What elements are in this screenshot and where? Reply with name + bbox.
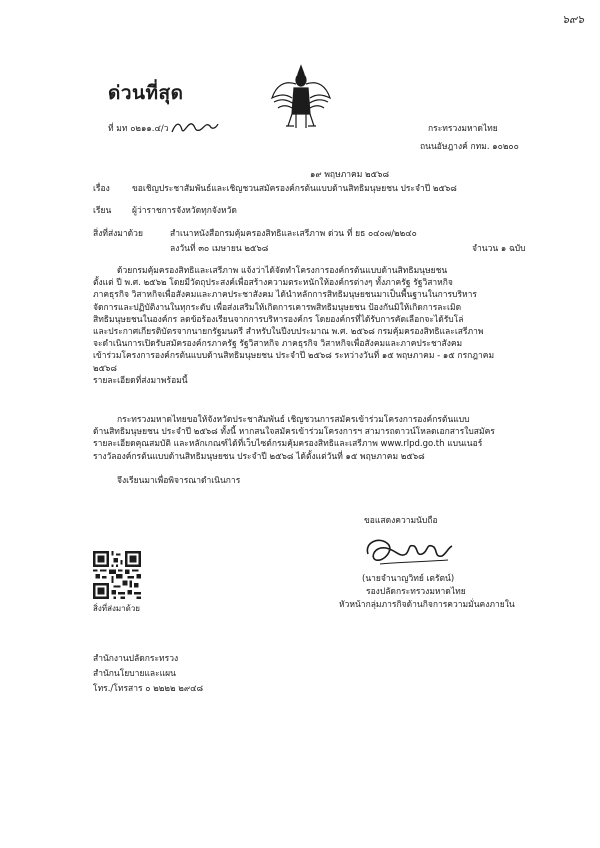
paragraph-line: ตั้งแต่ ปี พ.ศ. ๒๕๖๒ โดยมีวัตถุประสงค์เพื่อสร้างความตระหนักให้องค์กรต่างๆ ทั้งภาครัฐ รัฐวิสาหกิจ xyxy=(93,278,453,289)
subject-text: ขอเชิญประชาสัมพันธ์และเชิญชวนสมัครองค์กรต้นแบบด้านสิทธิมนุษยชน ประจำปี ๒๕๖๘ xyxy=(132,184,457,194)
enclosure-text: สำเนาหนังสือกรมคุ้มครองสิทธิและเสรีภาพ ด่วน ที่ ยธ ๐๔๐๗/๒๒๔๐ xyxy=(170,229,417,239)
paragraph-line: รายละเอียดที่ส่งมาพร้อมนี้ xyxy=(93,375,188,386)
garuda-emblem xyxy=(270,62,332,132)
paragraph-line: ภาคธุรกิจ วิสาหกิจเพื่อสังคมและภาคประชาสังคม ได้นำหลักการสิทธิมนุษยชนมาเป็นพื้นฐานในการบริหาร xyxy=(93,290,477,301)
body-paragraph-2 xyxy=(93,414,513,463)
signer-position-2: หัวหน้ากลุ่มภารกิจด้านกิจการความมั่นคงภายใน xyxy=(339,600,515,610)
recipient-label: เรียน xyxy=(93,206,112,216)
paragraph-line: เข้าร่วมโครงการองค์กรต้นแบบด้านสิทธิมนุษยชน ประจำปี ๒๕๖๘ ระหว่างวันที่ ๑๕ พฤษภาคม - ๑๕ กรกฎาคม ๒๕๖๘ xyxy=(93,351,495,374)
paragraph-line: จัดการและปฏิบัติงานในทุกระดับ เพื่อส่งเสริมให้เกิดการเคารพสิทธิมนุษยชน ป้องกันมิให้เกิดการละเมิด xyxy=(93,302,462,313)
handwritten-signature xyxy=(360,532,455,570)
paragraph-line: สิทธิมนุษยชนในองค์กร ลดข้อร้องเรียนจากการบริหารองค์กร โดยองค์กรที่ได้รับการคัดเลือกจะได้รับโล่ xyxy=(93,314,464,325)
qr-code[interactable] xyxy=(93,551,141,599)
body-paragraph-1 xyxy=(93,265,513,387)
paragraph-line: จะดำเนินการเปิดรับสมัครองค์กรภาครัฐ รัฐวิสาหกิจ ภาคธุรกิจ วิสาหกิจเพื่อสังคมและภาคประชาสังคม xyxy=(93,339,463,350)
enclosure-count: จำนวน ๑ ฉบับ xyxy=(472,244,526,254)
reference-number: ที่ มท ๐๒๑๑.๔/ว xyxy=(108,124,169,134)
paragraph-line: กระทรวงมหาดไทยขอให้จังหวัดประชาสัมพันธ์ เชิญชวนการสมัครเข้าร่วมโครงการองค์กรต้นแบบ xyxy=(117,415,470,425)
ministry-address: ถนนอัษฎางค์ กทม. ๑๐๒๐๐ xyxy=(420,142,519,152)
body-paragraph-3: จึงเรียนมาเพื่อพิจารณาดำเนินการ xyxy=(117,476,241,486)
ministry-name: กระทรวงมหาดไทย xyxy=(428,124,498,134)
footer-phone: โทร./โทรสาร ๐ ๒๒๒๒ ๒๙๔๘ xyxy=(93,684,204,694)
signer-position: รองปลัดกระทรวงมหาดไทย xyxy=(366,587,466,597)
paragraph-line: ด้วยกรมคุ้มครองสิทธิและเสรีภาพ แจ้งว่าได้จัดทำโครงการองค์กรต้นแบบด้านสิทธิมนุษยชน xyxy=(117,266,448,276)
paragraph-line: รายละเอียดคุณสมบัติ และหลักเกณฑ์ได้ที่เว็บไซต์กรมคุ้มครองสิทธิและเสรีภาพ www.rlpd.go.th แบนเนอร์ xyxy=(93,439,483,450)
subject-label: เรื่อง xyxy=(93,184,110,194)
footer-division: สำนักนโยบายและแผน xyxy=(93,669,176,679)
paragraph-line: ด้านสิทธิมนุษยชน ประจำปี ๒๕๖๘ ทั้งนี้ หากสนใจสมัครเข้าร่วมโครงการฯ สามารถดาวน์โหลดเอกสารใบสมัคร xyxy=(93,427,495,438)
enclosure-label: สิ่งที่ส่งมาด้วย xyxy=(93,229,143,239)
paragraph-line: และประกาศเกียรติบัตรจากนายกรัฐมนตรี สำหรับในปีงบประมาณ พ.ศ. ๒๕๖๘ กรมคุ้มครองสิทธิและเสรีภาพ xyxy=(93,327,484,338)
qr-caption: สิ่งที่ส่งมาด้วย xyxy=(93,604,140,613)
urgency-stamp: ด่วนที่สุด xyxy=(108,82,184,104)
signer-name: (นายจำนาญวิทย์ เตรัตน์) xyxy=(362,574,455,584)
enclosure-date: ลงวันที่ ๓๐ เมษายน ๒๕๖๘ xyxy=(170,244,269,254)
recipient-text: ผู้ว่าราชการจังหวัดทุกจังหวัด xyxy=(132,206,237,216)
page-number: ๖๙๖ xyxy=(562,13,585,26)
closing-phrase: ขอแสดงความนับถือ xyxy=(364,516,438,526)
footer-office: สำนักงานปลัดกระทรวง xyxy=(93,654,179,664)
letter-date: ๑๙ พฤษภาคม ๒๕๖๘ xyxy=(310,170,390,180)
handwritten-reference xyxy=(170,118,220,136)
paragraph-line: รางวัลองค์กรต้นแบบด้านสิทธิมนุษยชน ประจำปี ๒๕๖๘ ได้ตั้งแต่วันที่ ๑๕ พฤษภาคม ๒๕๖๘ xyxy=(93,451,425,462)
